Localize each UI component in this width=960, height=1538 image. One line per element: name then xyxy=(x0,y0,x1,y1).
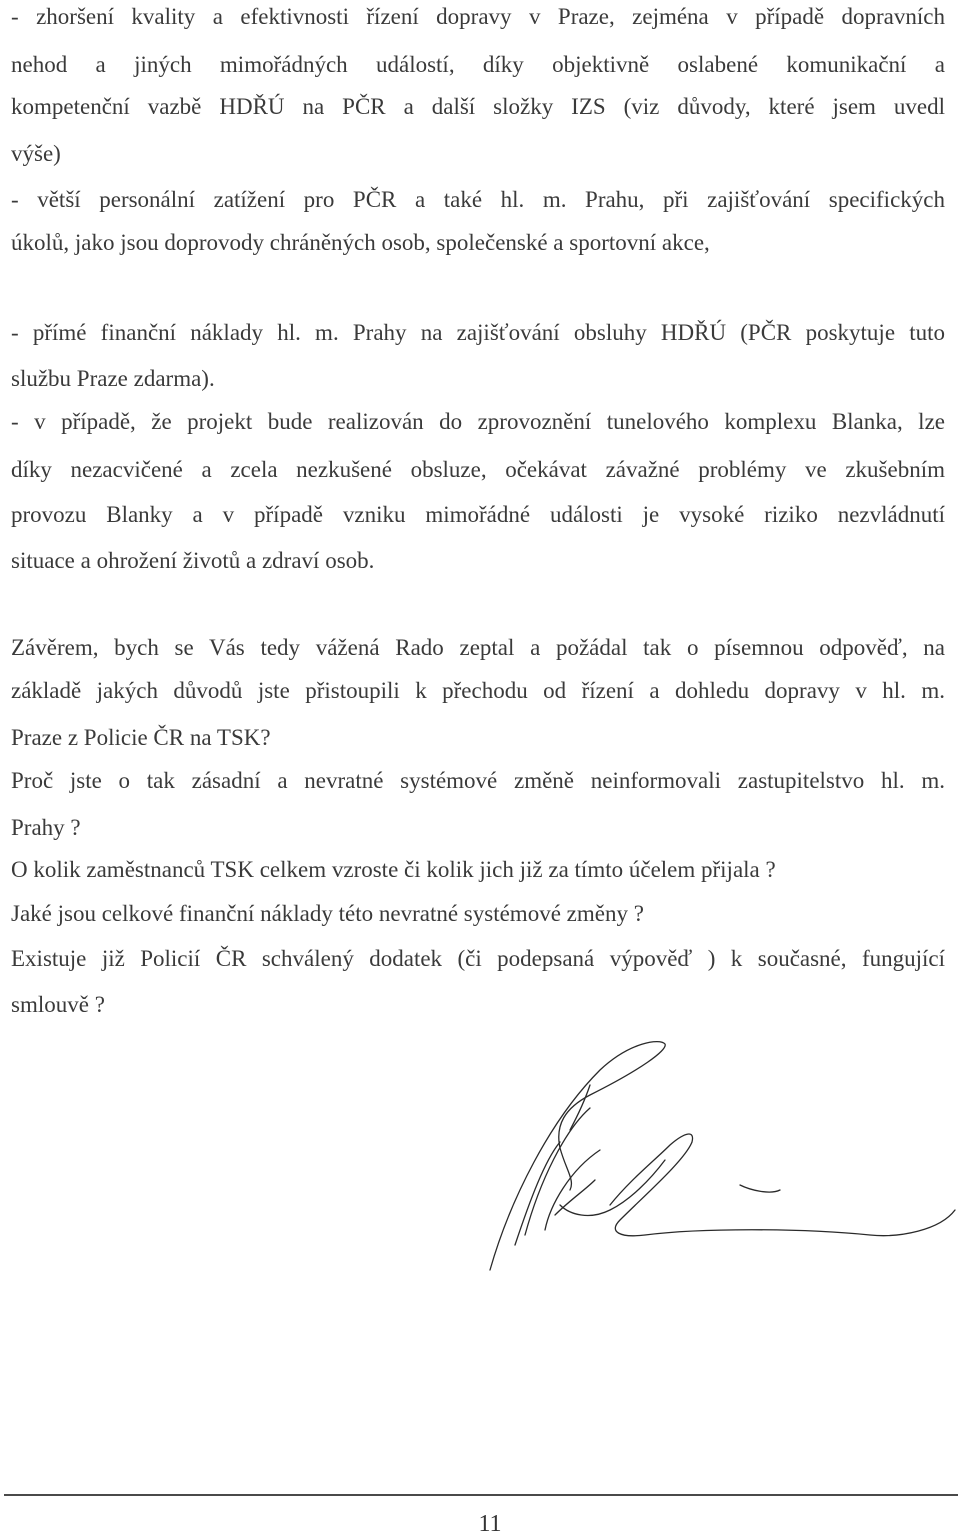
text-line: úkolů, jako jsou doprovody chráněných osob, společenské a sportovní akce, xyxy=(11,230,710,255)
text-line: službu Praze zdarma). xyxy=(11,366,215,391)
text-line: Závěrem, bych se Vás tedy vážená Rado zeptal a požádal tak o písemnou odpověď, na xyxy=(11,635,945,660)
text-line: provozu Blanky a v případě vzniku mimořádné události je vysoké riziko nezvládnutí xyxy=(11,502,945,527)
handwritten-signature xyxy=(470,1030,960,1280)
text-line: - v případě, že projekt bude realizován do zprovoznění tunelového komplexu Blanka, lze xyxy=(11,409,945,434)
page-number: 11 xyxy=(478,1511,502,1537)
text-line: smlouvě ? xyxy=(11,992,105,1017)
text-line: - zhoršení kvality a efektivnosti řízení dopravy v Praze, zejména v případě dopravních xyxy=(11,4,945,29)
text-line: - větší personální zatížení pro PČR a také hl. m. Prahu, při zajišťování specifických xyxy=(11,187,945,212)
text-line: Jaké jsou celkové finanční náklady této nevratné systémové změny ? xyxy=(11,901,644,926)
text-line: výše) xyxy=(11,141,61,166)
text-line: nehod a jiných mimořádných událostí, díky objektivně oslabené komunikační a xyxy=(11,52,945,77)
text-line: - přímé finanční náklady hl. m. Prahy na zajišťování obsluhy HDŘÚ (PČR poskytuje tuto xyxy=(11,320,945,345)
text-line: Prahy ? xyxy=(11,815,81,840)
text-line: kompetenční vazbě HDŘÚ na PČR a další složky IZS (viz důvody, které jsem uvedl xyxy=(11,94,945,119)
text-line: Praze z Policie ČR na TSK? xyxy=(11,725,271,750)
text-line: Existuje již Policií ČR schválený dodatek (či podepsaná výpověď ) k současné, fungující xyxy=(11,946,945,971)
text-line: Proč jste o tak zásadní a nevratné systémové změně neinformovali zastupitelstvo hl. m. xyxy=(11,768,945,793)
footer-divider xyxy=(4,1494,958,1496)
text-line: základě jakých důvodů jste přistoupili k přechodu od řízení a dohledu dopravy v hl. m. xyxy=(11,678,945,703)
text-line: O kolik zaměstnanců TSK celkem vzroste či kolik jich již za tímto účelem přijala ? xyxy=(11,857,776,882)
text-line: díky nezacvičené a zcela nezkušené obsluze, očekávat závažné problémy ve zkušebním xyxy=(11,457,945,482)
text-line: situace a ohrožení životů a zdraví osob. xyxy=(11,548,375,573)
